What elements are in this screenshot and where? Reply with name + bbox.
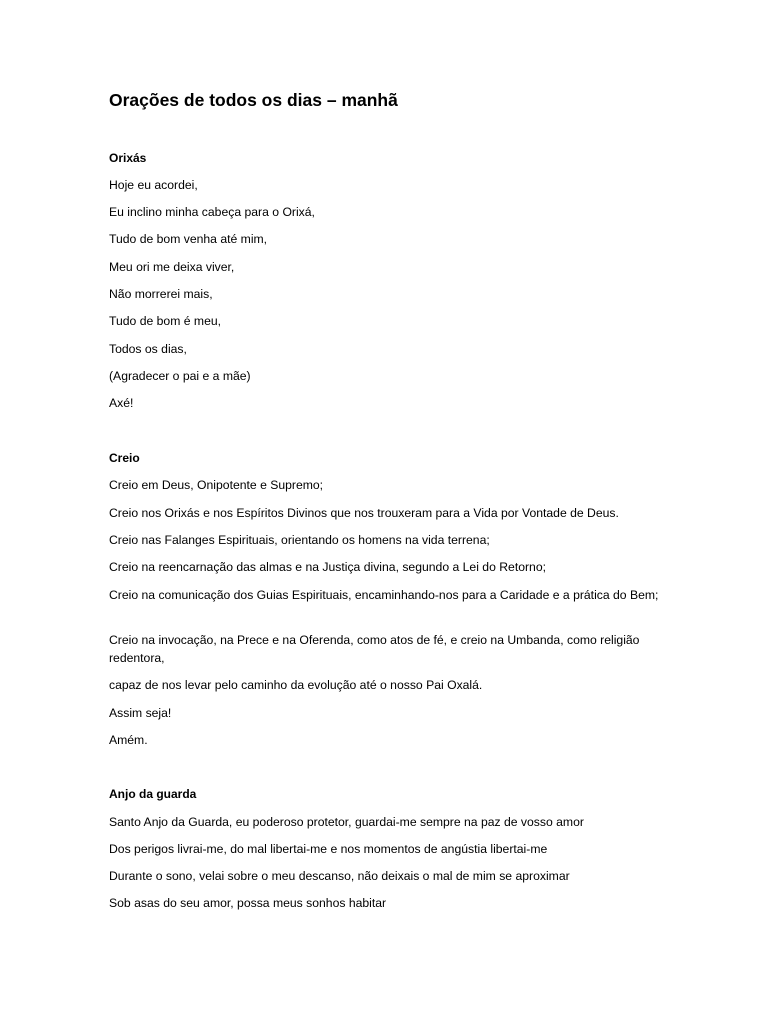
prayer-line: (Agradecer o pai e a mãe) bbox=[109, 369, 251, 383]
prayer-line: Eu inclino minha cabeça para o Orixá, bbox=[109, 205, 315, 219]
prayer-line: Todos os dias, bbox=[109, 342, 187, 356]
prayer-line: Meu ori me deixa viver, bbox=[109, 260, 235, 274]
prayer-line: Creio na comunicação dos Guias Espirituais, encaminhando-nos para a Caridade e a prática do Bem; bbox=[109, 588, 659, 602]
prayer-line: Creio na reencarnação das almas e na Justiça divina, segundo a Lei do Retorno; bbox=[109, 560, 546, 574]
prayer-line: Creio na invocação, na Prece e na Oferenda, como atos de fé, e creio na Umbanda, como religião redentora, bbox=[109, 633, 640, 665]
prayer-line: Amém. bbox=[109, 733, 148, 747]
prayer-line: Santo Anjo da Guarda, eu poderoso protetor, guardai-me sempre na paz de vosso amor bbox=[109, 815, 584, 829]
prayer-line: Dos perigos livrai-me, do mal libertai-me e nos momentos de angústia libertai-me bbox=[109, 842, 548, 856]
prayer-line: Durante o sono, velai sobre o meu descanso, não deixais o mal de mim se aproximar bbox=[109, 869, 570, 883]
prayer-line: Assim seja! bbox=[109, 706, 172, 720]
document-title: Orações de todos os dias – manhã bbox=[109, 90, 398, 110]
prayer-line: Creio nas Falanges Espirituais, orientando os homens na vida terrena; bbox=[109, 533, 490, 547]
prayer-line: Creio em Deus, Onipotente e Supremo; bbox=[109, 478, 324, 492]
section-heading-creio: Creio bbox=[109, 451, 140, 465]
prayer-line: Não morrerei mais, bbox=[109, 287, 213, 301]
prayer-line: Hoje eu acordei, bbox=[109, 178, 198, 192]
prayer-line: Tudo de bom venha até mim, bbox=[109, 232, 268, 246]
prayer-line: Creio nos Orixás e nos Espíritos Divinos que nos trouxeram para a Vida por Vontade de Deus. bbox=[109, 506, 619, 520]
prayer-line: Axé! bbox=[109, 396, 134, 410]
prayer-line: capaz de nos levar pelo caminho da evolução até o nosso Pai Oxalá. bbox=[109, 678, 483, 692]
prayer-line: Sob asas do seu amor, possa meus sonhos habitar bbox=[109, 896, 387, 910]
section-heading-anjo-da-guarda: Anjo da guarda bbox=[109, 787, 197, 801]
prayer-line: Tudo de bom é meu, bbox=[109, 314, 222, 328]
section-heading-orixas: Orixás bbox=[109, 151, 147, 165]
